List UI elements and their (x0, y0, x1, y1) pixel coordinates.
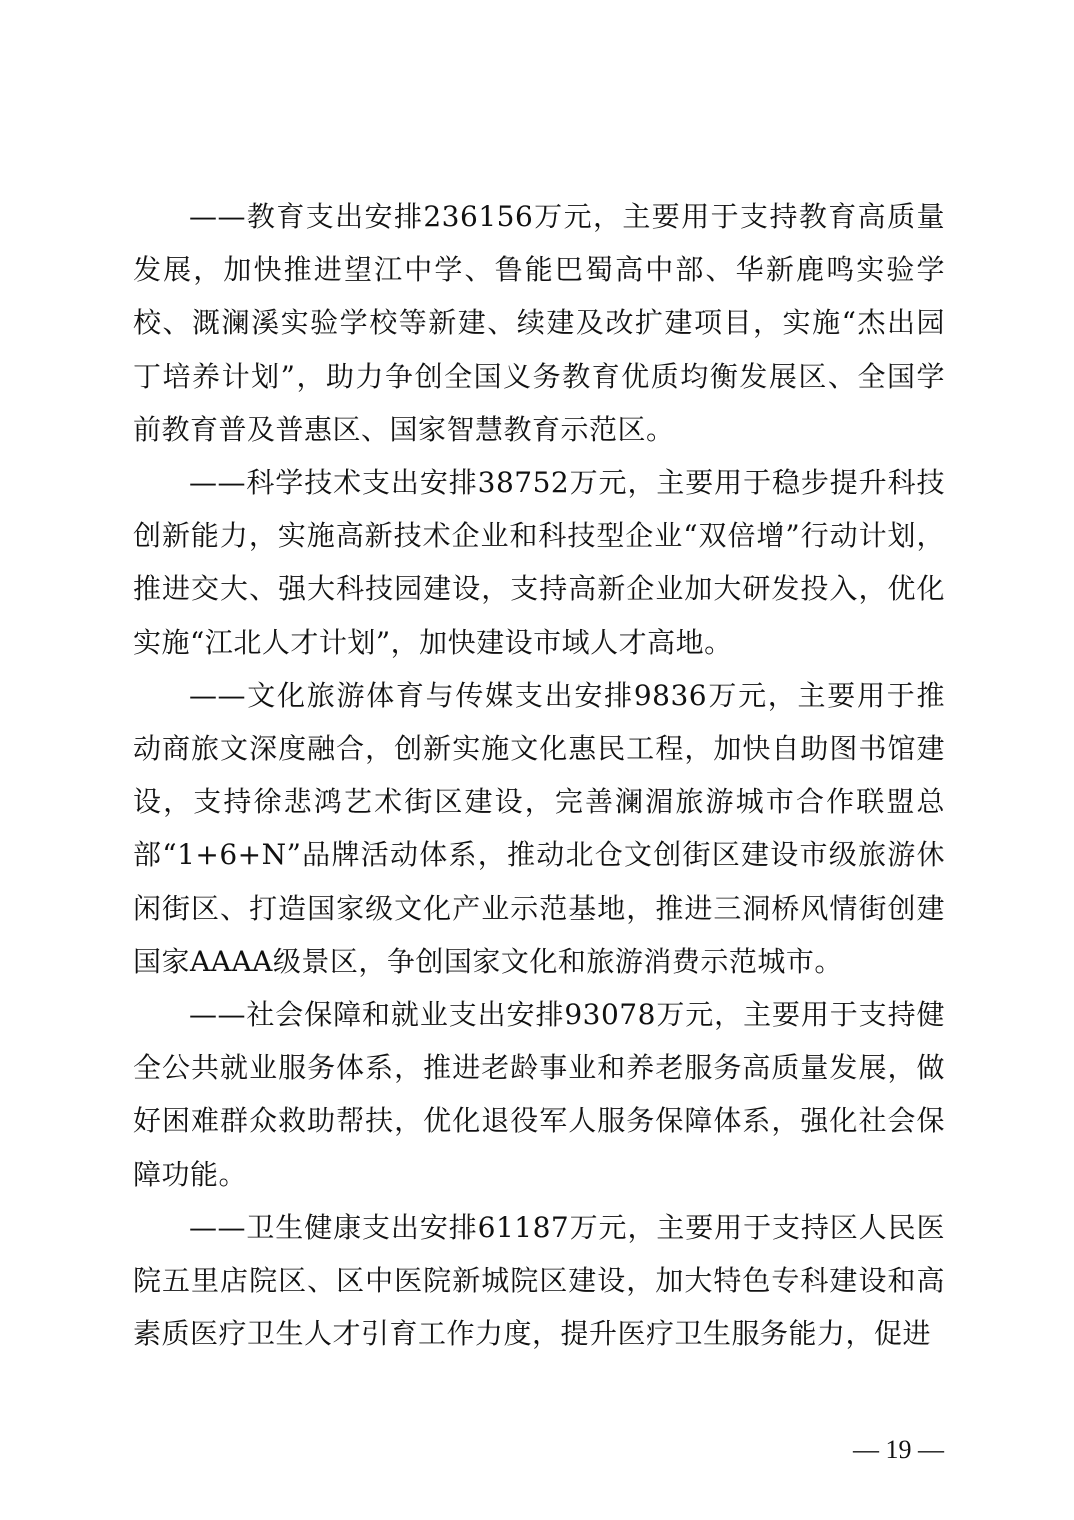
paragraph-health: ——卫生健康支出安排61187万元，主要用于支持区人民医院五里店院区、区中医院新城院区建设，加大特色专科建设和高素质医疗卫生人才引育工作力度，提升医疗卫生服务能力，促进 (133, 1210, 945, 1351)
paragraph-education: ——教育支出安排236156万元，主要用于支持教育高质量发展，加快推进望江中学、鲁能巴蜀高中部、华新鹿鸣实验学校、溉澜溪实验学校等新建、续建及改扩建项目，实施“杰出园丁培养计划”，助力争创全国义务教育优质均衡发展区、全国学前教育普及普惠区、国家智慧教育示范区。 (133, 200, 945, 446)
paragraph-social-security: ——社会保障和就业支出安排93078万元，主要用于支持健全公共就业服务体系，推进老龄事业和养老服务高质量发展，做好困难群众救助帮扶，优化退役军人服务保障体系，强化社会保障功能。 (133, 998, 945, 1191)
page-number: — 19 — (853, 1435, 944, 1464)
paragraph-science-technology: ——科学技术支出安排38752万元，主要用于稳步提升科技创新能力，实施高新技术企业和科技型企业“双倍增”行动计划，推进交大、强大科技园建设，支持高新企业加大研发投入，优化实施“江北人才计划”，加快建设市域人才高地。 (133, 466, 945, 659)
paragraph-culture-tourism: ——文化旅游体育与传媒支出安排9836万元，主要用于推动商旅文深度融合，创新实施文化惠民工程，加快自助图书馆建设，支持徐悲鸿艺术街区建设，完善澜湄旅游城市合作联盟总部“1+6+N”品牌活动体系，推动北仓文创街区建设市级旅游休闲街区、打造国家级文化产业示范基地，推进三洞桥风情街创建国家AAAA级景区，争创国家文化和旅游消费示范城市。 (133, 678, 945, 978)
document-body (133, 190, 945, 1360)
